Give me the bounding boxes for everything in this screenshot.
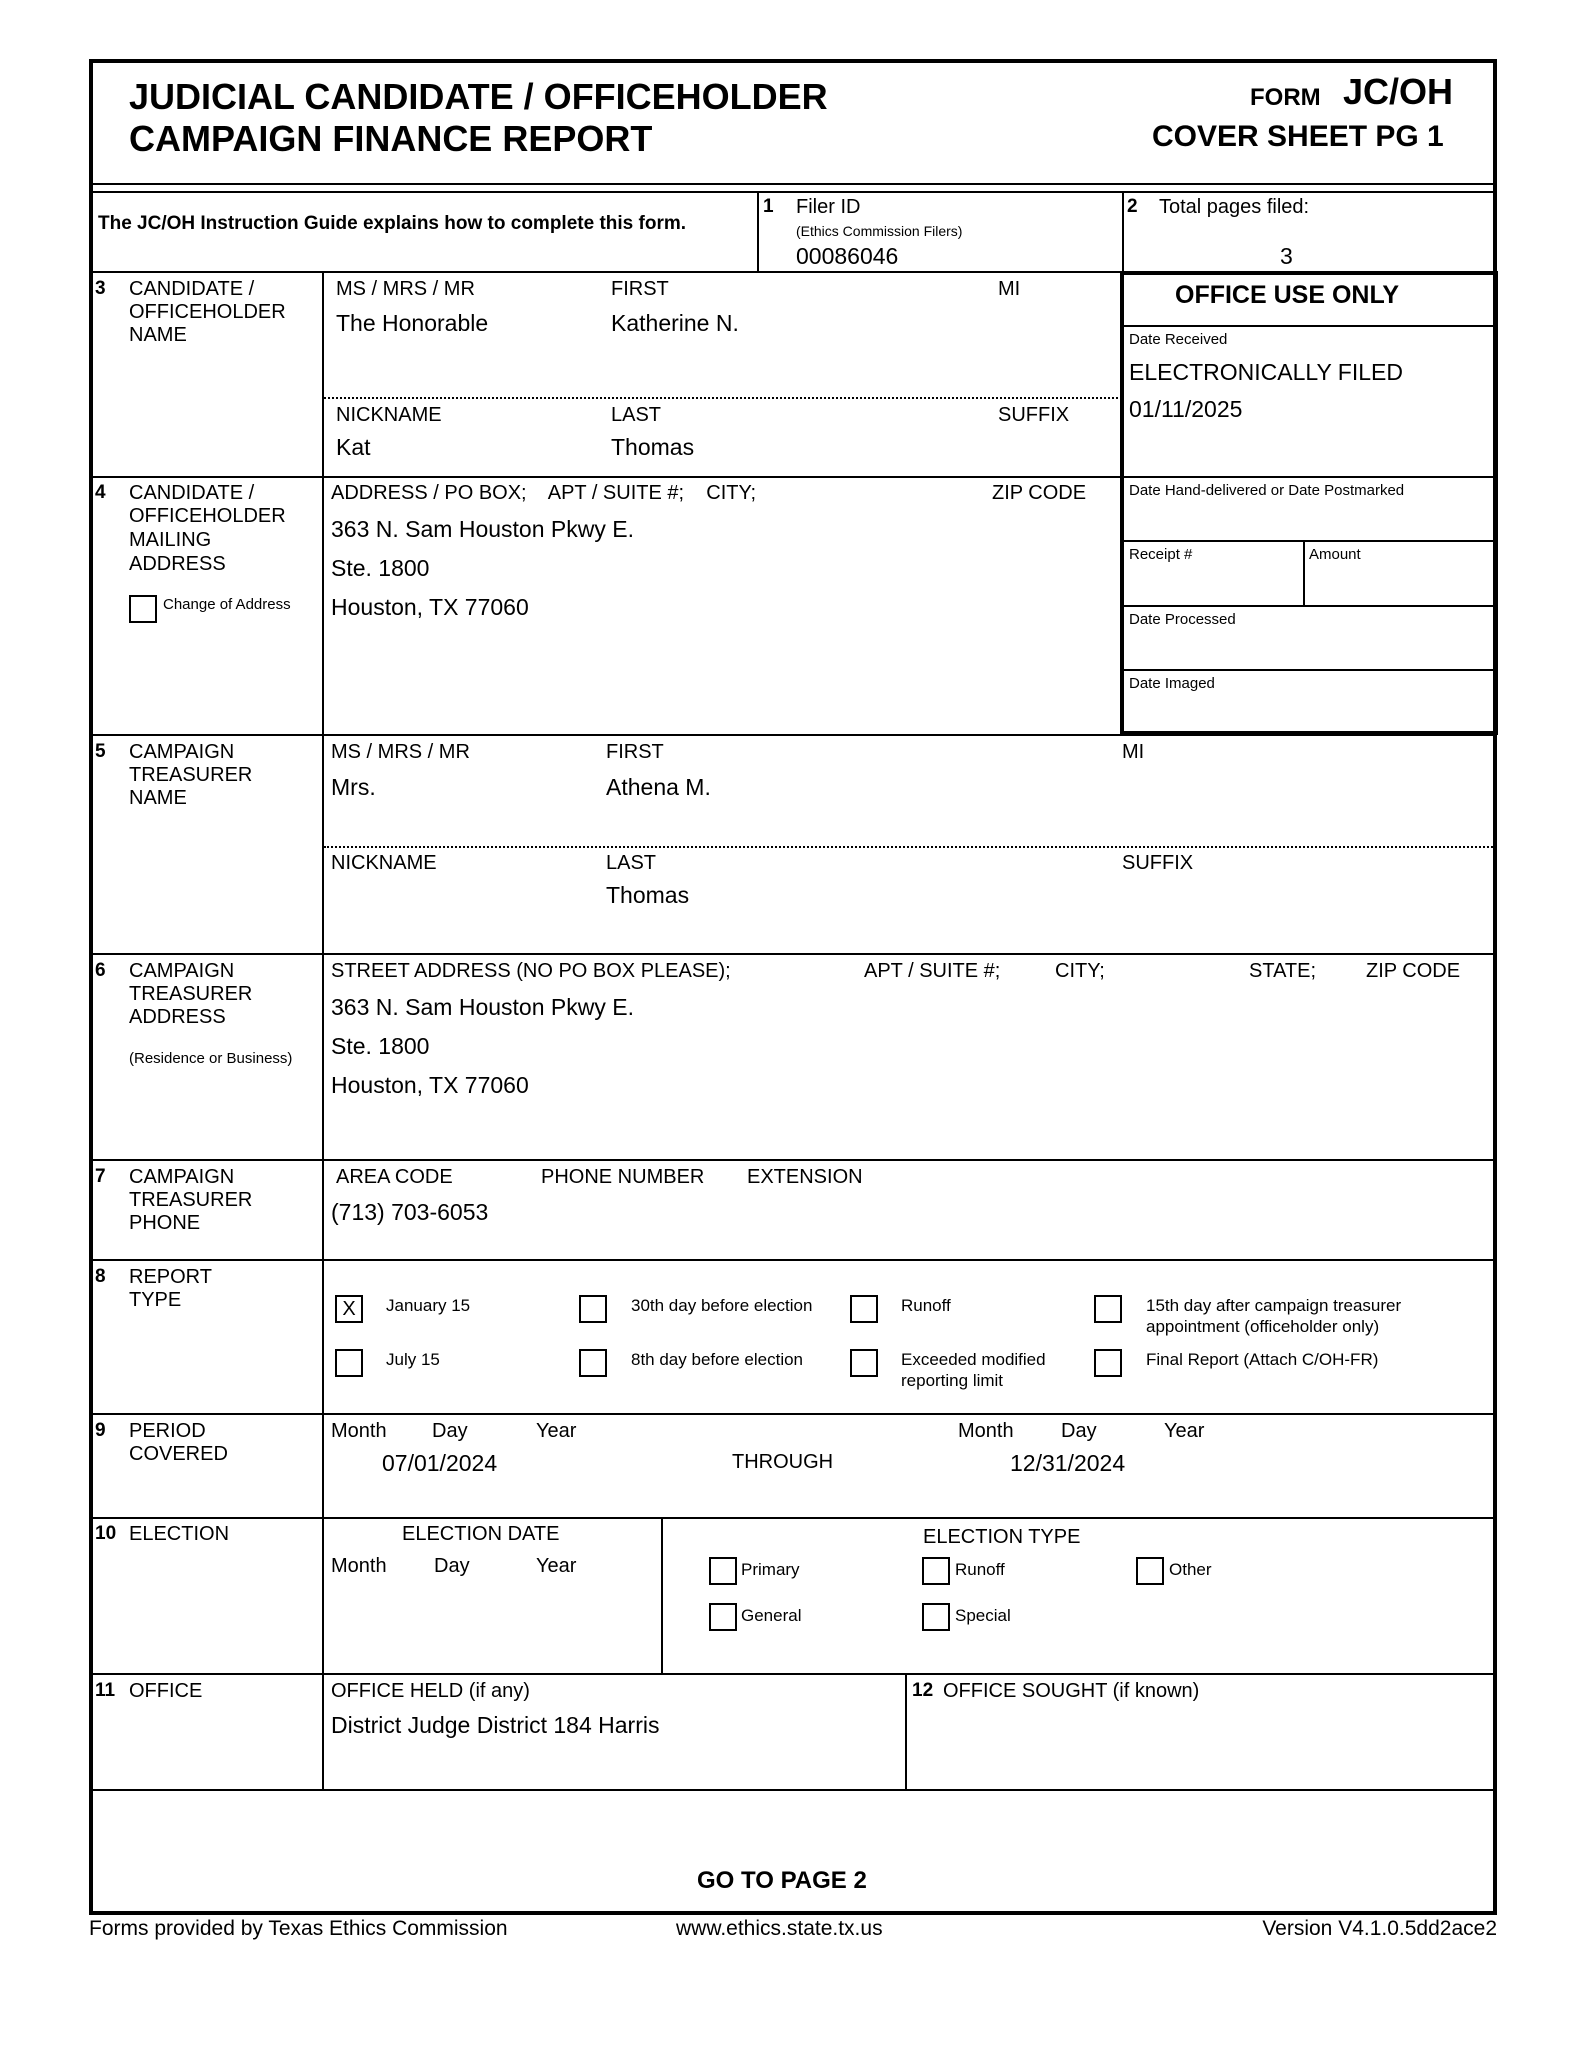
section-8-label: REPORT	[129, 1266, 212, 1288]
30th-day-label: 30th day before election	[631, 1296, 813, 1315]
form-title-line1: JUDICIAL CANDIDATE / OFFICEHOLDER	[129, 76, 828, 117]
january-15-label: January 15	[386, 1296, 471, 1315]
candidate-address-line1: 363 N. Sam Houston Pkwy E.	[331, 516, 634, 542]
treasurer-nickname-label: NICKNAME	[331, 852, 437, 874]
treasurer-state-label: STATE;	[1249, 960, 1317, 982]
period-to-value: 12/31/2024	[1010, 1450, 1126, 1476]
divider	[89, 1789, 1497, 1791]
divider	[1122, 669, 1496, 671]
dotted-divider	[324, 397, 1122, 399]
section-5-label: NAME	[129, 787, 187, 809]
filer-id-num: 1	[763, 196, 774, 217]
treasurer-suffix-label: SUFFIX	[1122, 852, 1194, 874]
section-9-num: 9	[95, 1420, 106, 1441]
section-10-label: ELECTION	[129, 1523, 230, 1545]
footer-left: Forms provided by Texas Ethics Commission	[89, 1917, 508, 1940]
section-7-label: PHONE	[129, 1212, 201, 1234]
extension-label: EXTENSION	[747, 1166, 863, 1188]
form-title-line2: CAMPAIGN FINANCE REPORT	[129, 118, 653, 159]
exceeded-limit-label-1: Exceeded modified	[901, 1350, 1046, 1369]
period-from-day-label: Day	[432, 1420, 468, 1442]
period-from-year-label: Year	[536, 1420, 577, 1442]
section-4-num: 4	[95, 482, 106, 503]
phone-number-label: PHONE NUMBER	[541, 1166, 705, 1188]
candidate-first-value: Katherine N.	[611, 310, 739, 336]
section-3-label: OFFICEHOLDER	[129, 301, 286, 323]
total-pages-num: 2	[1127, 196, 1138, 217]
candidate-suffix-label: SUFFIX	[998, 404, 1070, 426]
candidate-nickname-value: Kat	[336, 434, 371, 460]
divider	[89, 1673, 1497, 1675]
period-from-value: 07/01/2024	[382, 1450, 498, 1476]
runoff-report-checkbox[interactable]	[850, 1295, 878, 1323]
july-15-label: July 15	[386, 1350, 440, 1369]
other-checkbox[interactable]	[1136, 1557, 1164, 1585]
candidate-first-label: FIRST	[611, 278, 669, 300]
15th-day-label-1: 15th day after campaign treasurer	[1146, 1296, 1402, 1315]
divider	[89, 734, 1497, 736]
section-7-label: TREASURER	[129, 1189, 253, 1211]
divider	[89, 953, 1497, 955]
candidate-title-value: The Honorable	[336, 310, 489, 336]
receipt-label: Receipt #	[1129, 546, 1193, 563]
candidate-title-label: MS / MRS / MR	[336, 278, 475, 300]
filer-id-sublabel: (Ethics Commission Filers)	[796, 223, 963, 239]
general-label: General	[741, 1606, 802, 1625]
period-to-year-label: Year	[1164, 1420, 1205, 1442]
form-code: JC/OH	[1343, 71, 1454, 112]
header-divider-2	[89, 191, 1497, 193]
divider	[757, 192, 759, 272]
15th-day-checkbox[interactable]	[1094, 1295, 1122, 1323]
period-through-label: THROUGH	[732, 1451, 834, 1473]
divider	[661, 1518, 663, 1674]
footer-right: Version V4.1.0.5dd2ace2	[1262, 1917, 1497, 1940]
treasurer-first-value: Athena M.	[606, 774, 711, 800]
header-divider	[89, 183, 1497, 185]
change-of-address-label: Change of Address	[163, 596, 291, 613]
section-5-label: CAMPAIGN	[129, 741, 235, 763]
total-pages-value: 3	[1280, 243, 1293, 269]
divider	[1122, 605, 1496, 607]
general-checkbox[interactable]	[709, 1603, 737, 1631]
treasurer-first-label: FIRST	[606, 741, 664, 763]
divider	[1122, 325, 1496, 327]
treasurer-zip-label: ZIP CODE	[1366, 960, 1461, 982]
divider	[1303, 541, 1305, 605]
july-15-checkbox[interactable]	[335, 1349, 363, 1377]
section-6-num: 6	[95, 960, 106, 981]
candidate-nickname-label: NICKNAME	[336, 404, 442, 426]
divider	[1122, 476, 1496, 478]
go-to-page-2: GO TO PAGE 2	[697, 1867, 867, 1894]
date-received-line1: ELECTRONICALLY FILED	[1129, 359, 1403, 385]
treasurer-last-label: LAST	[606, 852, 657, 874]
date-received-line2: 01/11/2025	[1129, 396, 1243, 422]
section-6-label: TREASURER	[129, 983, 253, 1005]
date-received-label: Date Received	[1129, 331, 1228, 348]
office-sought-label: OFFICE SOUGHT (if known)	[943, 1680, 1200, 1702]
section-6-note: (Residence or Business)	[129, 1050, 293, 1067]
section-9-label: COVERED	[129, 1443, 228, 1465]
section-4-label: ADDRESS	[129, 553, 226, 575]
section-9-label: PERIOD	[129, 1420, 206, 1442]
treasurer-address-line1: 363 N. Sam Houston Pkwy E.	[331, 994, 634, 1020]
period-to-month-label: Month	[958, 1420, 1014, 1442]
divider	[1122, 192, 1124, 272]
office-held-value: District Judge District 184 Harris	[331, 1712, 660, 1738]
filer-id-value: 00086046	[796, 243, 899, 269]
divider	[89, 1159, 1497, 1161]
section-10-num: 10	[95, 1523, 117, 1544]
treasurer-mi-label: MI	[1122, 741, 1145, 763]
period-from-month-label: Month	[331, 1420, 387, 1442]
section-3-num: 3	[95, 278, 106, 299]
final-report-checkbox[interactable]	[1094, 1349, 1122, 1377]
treasurer-title-label: MS / MRS / MR	[331, 741, 470, 763]
divider	[905, 1674, 907, 1790]
election-date-label: ELECTION DATE	[402, 1523, 560, 1545]
candidate-address-fields-label: ADDRESS / PO BOX; APT / SUITE #; CITY;	[331, 482, 757, 504]
divider	[1122, 540, 1496, 542]
section-11-num: 11	[95, 1680, 116, 1701]
election-day-label: Day	[434, 1555, 470, 1577]
final-report-label: Final Report (Attach C/OH-FR)	[1146, 1350, 1379, 1369]
change-of-address-checkbox[interactable]	[129, 595, 157, 623]
footer-center: www.ethics.state.tx.us	[676, 1917, 883, 1940]
special-label: Special	[955, 1606, 1011, 1625]
office-use-title: OFFICE USE ONLY	[1175, 281, 1400, 309]
section-3-label: NAME	[129, 324, 187, 346]
candidate-mi-label: MI	[998, 278, 1021, 300]
treasurer-title-value: Mrs.	[331, 774, 376, 800]
section-8-label: TYPE	[129, 1289, 182, 1311]
section-5-num: 5	[95, 741, 106, 762]
section-4-label: OFFICEHOLDER	[129, 505, 286, 527]
election-type-label: ELECTION TYPE	[923, 1526, 1081, 1548]
section-6-label: CAMPAIGN	[129, 960, 235, 982]
primary-checkbox[interactable]	[709, 1557, 737, 1585]
section-4-label: CANDIDATE /	[129, 482, 255, 504]
other-label: Other	[1169, 1560, 1212, 1579]
divider	[89, 1517, 1497, 1519]
section-11-label: OFFICE	[129, 1680, 203, 1702]
office-held-label: OFFICE HELD (if any)	[331, 1680, 530, 1702]
divider	[89, 1259, 1497, 1261]
treasurer-last-value: Thomas	[606, 882, 690, 908]
filer-id-label: Filer ID	[796, 196, 861, 218]
treasurer-apt-label: APT / SUITE #;	[864, 960, 1001, 982]
form-word: FORM	[1250, 84, 1321, 111]
section-7-label: CAMPAIGN	[129, 1166, 235, 1188]
section-6-label: ADDRESS	[129, 1006, 226, 1028]
area-code-label: AREA CODE	[336, 1166, 453, 1188]
section-12-num: 12	[912, 1680, 934, 1701]
divider	[89, 476, 1122, 478]
runoff-report-label: Runoff	[901, 1296, 951, 1315]
date-processed-label: Date Processed	[1129, 611, 1236, 628]
section-4-label: MAILING	[129, 529, 212, 551]
candidate-last-label: LAST	[611, 404, 662, 426]
8th-day-checkbox[interactable]	[579, 1349, 607, 1377]
candidate-last-value: Thomas	[611, 434, 695, 460]
dotted-divider	[324, 846, 1497, 848]
date-imaged-label: Date Imaged	[1129, 675, 1215, 692]
cover-sheet-label: COVER SHEET PG 1	[1152, 120, 1444, 153]
treasurer-street-label: STREET ADDRESS (NO PO BOX PLEASE);	[331, 960, 731, 982]
treasurer-city-label: CITY;	[1055, 960, 1105, 982]
section-3-label: CANDIDATE /	[129, 278, 255, 300]
election-runoff-label: Runoff	[955, 1560, 1005, 1579]
candidate-address-line3: Houston, TX 77060	[331, 594, 529, 620]
january-15-checkbox[interactable]: X	[335, 1295, 363, 1323]
divider	[89, 1413, 1497, 1415]
exceeded-limit-label-2: reporting limit	[901, 1371, 1004, 1390]
total-pages-label: Total pages filed:	[1159, 196, 1310, 218]
special-checkbox[interactable]	[922, 1603, 950, 1631]
exceeded-limit-checkbox[interactable]	[850, 1349, 878, 1377]
election-month-label: Month	[331, 1555, 387, 1577]
section-label-divider	[322, 272, 324, 1790]
candidate-zip-label: ZIP CODE	[992, 482, 1087, 504]
election-year-label: Year	[536, 1555, 577, 1577]
treasurer-address-line3: Houston, TX 77060	[331, 1072, 529, 1098]
section-5-label: TREASURER	[129, 764, 253, 786]
8th-day-label: 8th day before election	[631, 1350, 804, 1369]
section-8-num: 8	[95, 1266, 106, 1287]
amount-label: Amount	[1309, 546, 1361, 563]
hand-delivered-label: Date Hand-delivered or Date Postmarked	[1129, 482, 1405, 499]
primary-label: Primary	[741, 1560, 800, 1579]
treasurer-address-line2: Ste. 1800	[331, 1033, 430, 1059]
election-runoff-checkbox[interactable]	[922, 1557, 950, 1585]
candidate-address-line2: Ste. 1800	[331, 555, 430, 581]
section-7-num: 7	[95, 1166, 106, 1187]
30th-day-checkbox[interactable]	[579, 1295, 607, 1323]
instructions-text: The JC/OH Instruction Guide explains how to complete this form.	[98, 213, 687, 234]
15th-day-label-2: appointment (officeholder only)	[1146, 1317, 1380, 1336]
period-to-day-label: Day	[1061, 1420, 1097, 1442]
treasurer-phone-value: (713) 703-6053	[331, 1199, 489, 1225]
